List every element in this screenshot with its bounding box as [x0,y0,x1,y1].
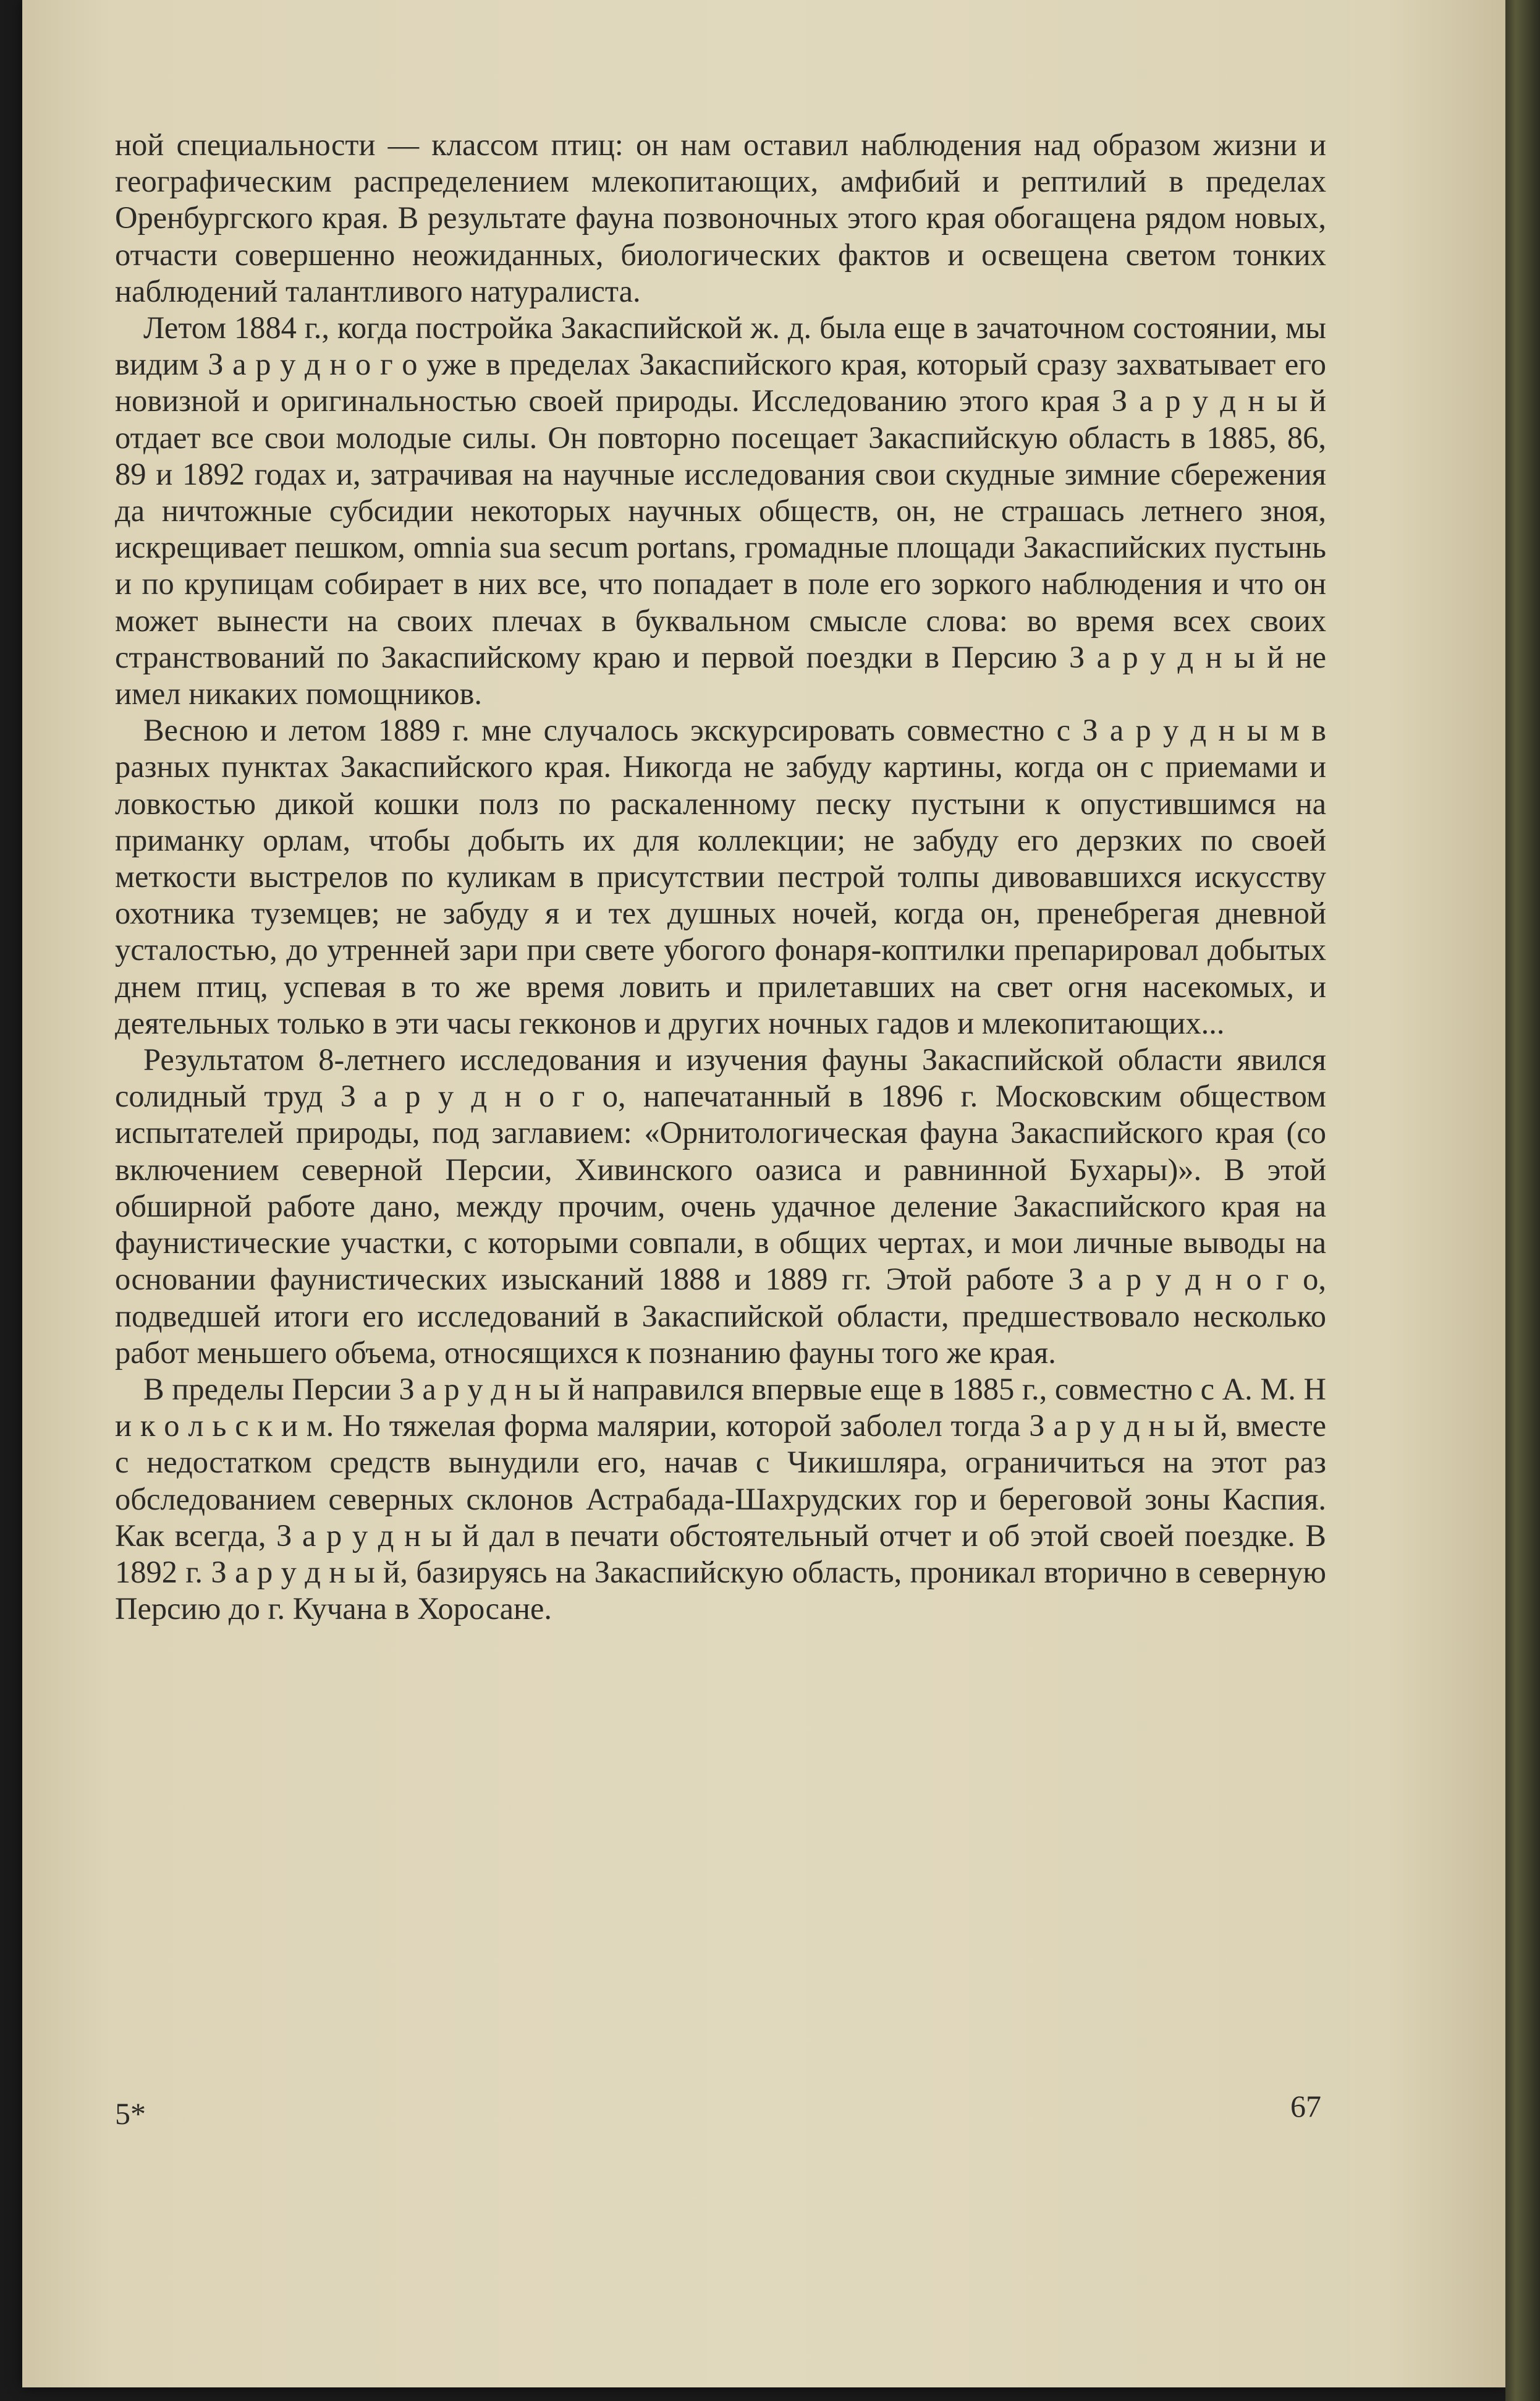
body-text [115,127,1326,1627]
paragraph-2: Летом 1884 г., когда постройка Закаспийской ж. д. была еще в зачаточном состоянии, мы видим З а р у д н о г о уже в пределах Закаспийского края, который сразу захватывает его новизной и оригинальностью своей природы. Исследованию этого края З а р у д н ы й отдает все свои молодые силы. Он повторно посещает Закаспийскую область в 1885, 86, 89 и 1892 годах и, затрачивая на научные исследования свои скудные зимние сбережения да ничтожные субсидии некоторых научных обществ, он, не страшась летнего зноя, искрещивает пешком, omnia sua secum portans, громадные площади Закаспийских пустынь и по крупицам собирает в них все, что попадает в поле его зоркого наблюдения и что он может вынести на своих плечах в буквальном смысле слова: во время всех своих странствований по Закаспийскому краю и первой поездки в Персию З а р у д н ы й не имел никаких помощников. [115,310,1326,712]
page-number: 67 [1290,2089,1321,2123]
paragraph-4: Результатом 8-летнего исследования и изучения фауны Закаспийской области явился солидный труд З а р у д н о г о, напечатанный в 1896 г. Московским обществом испытателей природы, под заглавием: «Орнитологическая фауна Закаспийского края (со включением северной Персии, Хивинского оазиса и равнинной Бухары)». В этой обширной работе дано, между прочим, очень удачное деление Закаспийского края на фаунистические участки, с которыми совпали, в общих чертах, и мои личные выводы на основании фаунистических изысканий 1888 и 1889 гг. Этой работе З а р у д н о г о, подведшей итоги его исследований в Закаспийской области, предшествовало несколько работ меньшего объема, относящихся к познанию фауны того же края. [115,1042,1326,1370]
page-edge [1505,0,1540,2401]
signature-mark: 5* [115,2096,146,2131]
paragraph-5: В пределы Персии З а р у д н ы й направился впервые еще в 1885 г., совместно с А. М. Н и к о л ь с к и м. Но тяжелая форма малярии, которой заболел тогда З а р у д н ы й, вместе с недостатком средств вынудили его, начав с Чикишляра, ограничиться на этот раз обследованием северных склонов Астрабада-Шахрудских гор и береговой зоны Каспия. Как всегда, З а р у д н ы й дал в печати обстоятельный отчет и об этой своей поездке. В 1892 г. З а р у д н ы й, базируясь на Закаспийскую область, проникал вторично в северную Персию до г. Кучана в Хоросане. [115,1371,1326,1626]
paragraph-1: ной специальности — классом птиц: он нам оставил наблюдения над образом жизни и географическим распределением млекопитающих, амфибий и рептилий в пределах Оренбургского края. В результате фауна позвоночных этого края обогащена рядом новых, отчасти совершенно неожиданных, биологических фактов и освещена светом тонких наблюдений талантливого натуралиста. [115,127,1326,308]
paragraph-3: Весною и летом 1889 г. мне случалось экскурсировать совместно с З а р у д н ы м в разных пунктах Закаспийского края. Никогда не забуду картины, когда он с приемами и ловкостью дикой кошки полз по раскаленному песку пустыни к опустившимся на приманку орлам, чтобы добыть их для коллекции; не забуду его дерзких по своей меткости выстрелов по куликам в присутствии пестрой толпы дивовавшихся искусству охотника туземцев; не забуду я и тех душных ночей, когда он, пренебрегая дневной усталостью, до утренней зари при свете убогого фонаря-коптилки препарировал добытых днем птиц, успевая в то же время ловить и прилетавших на свет огня насекомых, и деятельных только в эти часы гекконов и других ночных гадов и млекопитающих... [115,713,1326,1040]
